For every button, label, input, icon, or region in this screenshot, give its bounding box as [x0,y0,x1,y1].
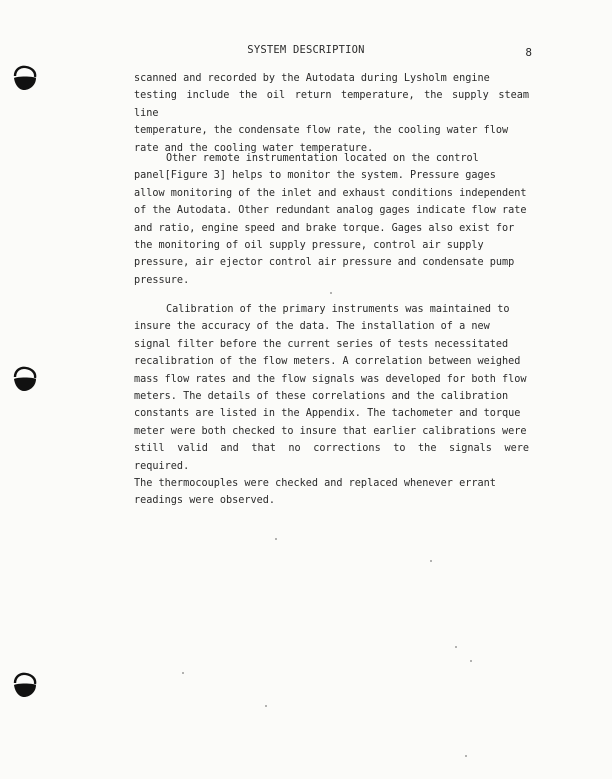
text-line: allow monitoring of the inlet and exhaust conditions independent [134,187,527,199]
text-line: readings were observed. [134,495,276,507]
text-line: pressure. [134,274,190,286]
text-line: panel[Figure 3] helps to monitor the system. Pressure gages [134,170,496,182]
text-line: rate and the cooling water temperature. [134,142,374,154]
text-line: The thermocouples were checked and replaced whenever errant [134,478,496,490]
text-line: meter were both checked to insure that earlier calibrations were [134,425,527,437]
scan-speck [430,560,432,562]
paragraph-2 [134,150,529,289]
text-line: testing include the oil return temperature, the supply steam line [134,90,529,119]
text-line: mass flow rates and the flow signals was developed for both flow [134,373,527,385]
text-line: temperature, the condensate flow rate, the cooling water flow [134,125,509,137]
text-line: signal filter before the current series of tests necessitated [134,338,509,350]
text-line: Calibration of the primary instruments was maintained to [166,304,510,315]
text-line: insure the accuracy of the data. The installation of a new [134,321,490,333]
scan-speck [465,755,467,757]
scan-speck [330,292,332,294]
paragraph-3 [134,301,529,510]
text-line: meters. The details of these correlations and the calibration [134,391,509,403]
scan-speck [455,646,457,648]
text-line: Other remote instrumentation located on the control [166,153,479,164]
punch-hole-icon [11,63,39,93]
punch-hole-icon [11,670,39,700]
scan-speck [275,538,277,540]
scan-speck [182,672,184,674]
text-line: of the Autodata. Other redundant analog gages indicate flow rate [134,205,527,217]
text-line: constants are listed in the Appendix. The tachometer and torque [134,408,521,420]
page-number: 8 [525,46,532,59]
text-line: and ratio, engine speed and brake torque. Gages also exist for [134,222,515,234]
scan-speck [265,705,267,707]
page-title: SYSTEM DESCRIPTION [247,44,365,56]
paragraph-1 [134,70,529,157]
scan-speck [470,660,472,662]
text-line: scanned and recorded by the Autodata during Lysholm engine [134,73,490,84]
punch-hole-icon [11,364,39,394]
text-line: recalibration of the flow meters. A correlation between weighed [134,356,521,368]
text-line: pressure, air ejector control air pressure and condensate pump [134,257,515,269]
text-line: still valid and that no corrections to the signals were required. [134,443,529,472]
text-line: the monitoring of oil supply pressure, control air supply [134,240,484,252]
